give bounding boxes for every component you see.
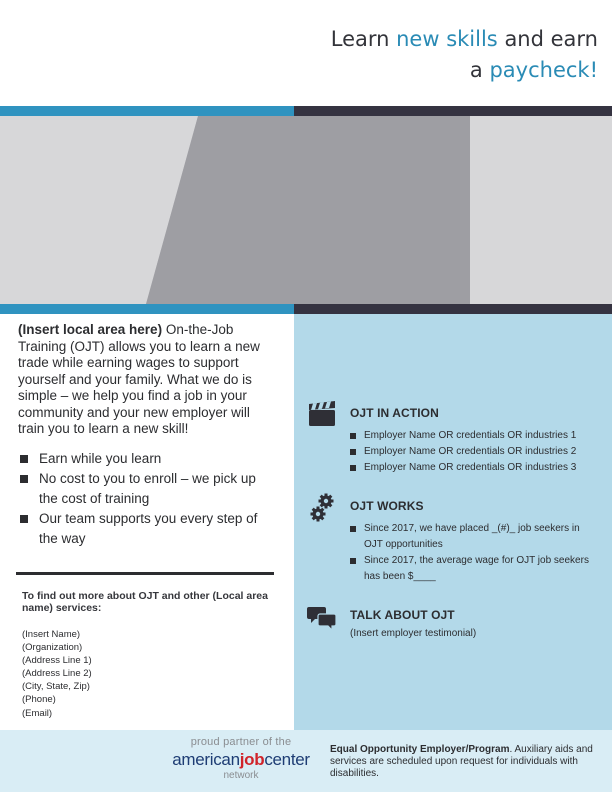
stat-item-text: Since 2017, the average wage for OJT job seekers has been $____ (364, 555, 589, 582)
contact-name: (Insert Name) (22, 629, 81, 640)
benefit-text: Our team supports you every step of the way (39, 510, 258, 546)
logo-network: network (223, 770, 259, 781)
contact-address-2: (Address Line 2) (22, 668, 92, 680)
list-item (18, 449, 276, 469)
accent-band-top-right (294, 106, 612, 116)
ojt-in-action-list (350, 428, 598, 476)
talk-about-ojt-title: TALK ABOUT OJT (350, 608, 455, 622)
testimonial-placeholder: (Insert employer testimonial) (350, 628, 477, 639)
headline-part1: Learn (330, 27, 397, 51)
list-item (350, 460, 598, 476)
bullet-square-icon (20, 475, 28, 483)
eeo-bold: Equal Opportunity Employer/Program (330, 744, 510, 755)
contact-city-state-zip: (City, State, Zip) (22, 681, 90, 693)
logo-job: job (239, 750, 265, 769)
benefit-text: Earn while you learn (39, 450, 162, 466)
intro-local-area: (Insert local area here) (18, 322, 163, 337)
photo-right-panel (470, 116, 612, 304)
gears-icon (309, 493, 335, 523)
logo-center: center (264, 750, 310, 769)
headline (218, 24, 598, 86)
intro-paragraph (18, 322, 276, 438)
ojt-works-list (350, 521, 598, 585)
list-item (350, 553, 598, 585)
bullet-square-icon (350, 449, 356, 455)
eeo-text: . Auxiliary aids and services are scheduled upon request for individuals with disabilities. (330, 744, 593, 780)
left-column (18, 322, 276, 549)
headline-part2: and earn (497, 27, 598, 51)
bullet-square-icon (350, 558, 356, 564)
logo-wordmark (166, 750, 316, 770)
list-item (350, 428, 598, 444)
headline-part3: a (469, 58, 490, 82)
intro-body: On-the-Job Training (OJT) allows you to learn a new trade while earning wages to support yourself and your family. What we do is simple – we help you find a job in your community and your new employer will train you to learn a new skill! (18, 322, 260, 436)
list-item (18, 469, 276, 509)
bullet-square-icon (350, 433, 356, 439)
clapperboard-icon (308, 401, 336, 427)
employer-item-text: Employer Name OR credentials OR industries 2 (364, 446, 577, 457)
contact-address-1: (Address Line 1) (22, 655, 92, 667)
benefits-list (18, 449, 276, 549)
list-item (18, 509, 276, 549)
ojt-works-title: OJT WORKS (350, 499, 424, 513)
accent-band-top-left (0, 106, 294, 116)
headline-highlight-paycheck: paycheck! (489, 58, 598, 82)
bullet-square-icon (350, 465, 356, 471)
speech-bubbles-icon (307, 606, 337, 632)
photo-center-panel (146, 116, 470, 304)
american-job-center-logo (166, 736, 316, 790)
find-out-more-heading: To find out more about OJT and other (Local area name) services: (22, 590, 268, 614)
stat-item-text: Since 2017, we have placed _(#)_ job seekers in OJT opportunities (364, 523, 580, 550)
employer-item-text: Employer Name OR credentials OR industries 1 (364, 430, 577, 441)
headline-highlight-new-skills: new skills (396, 27, 498, 51)
contact-email: (Email) (22, 707, 53, 719)
logo-tagline: proud partner of the (190, 736, 292, 748)
equal-opportunity-statement (330, 744, 602, 781)
accent-band-bottom-left (0, 304, 294, 314)
bullet-square-icon (20, 515, 28, 523)
contact-phone: (Phone) (22, 694, 56, 706)
contact-organization: (Organization) (22, 642, 83, 654)
contact-block (22, 628, 272, 720)
logo-american: american (172, 750, 240, 769)
photo-placeholder (0, 116, 612, 304)
list-item (350, 521, 598, 553)
bullet-square-icon (20, 455, 28, 463)
benefit-text: No cost to you to enroll – we pick up the cost of training (39, 470, 256, 506)
section-divider (16, 572, 274, 575)
list-item (350, 444, 598, 460)
accent-band-bottom-right (294, 304, 612, 314)
ojt-in-action-title: OJT IN ACTION (350, 406, 439, 420)
bullet-square-icon (350, 526, 356, 532)
employer-item-text: Employer Name OR credentials OR industries 3 (364, 462, 577, 473)
